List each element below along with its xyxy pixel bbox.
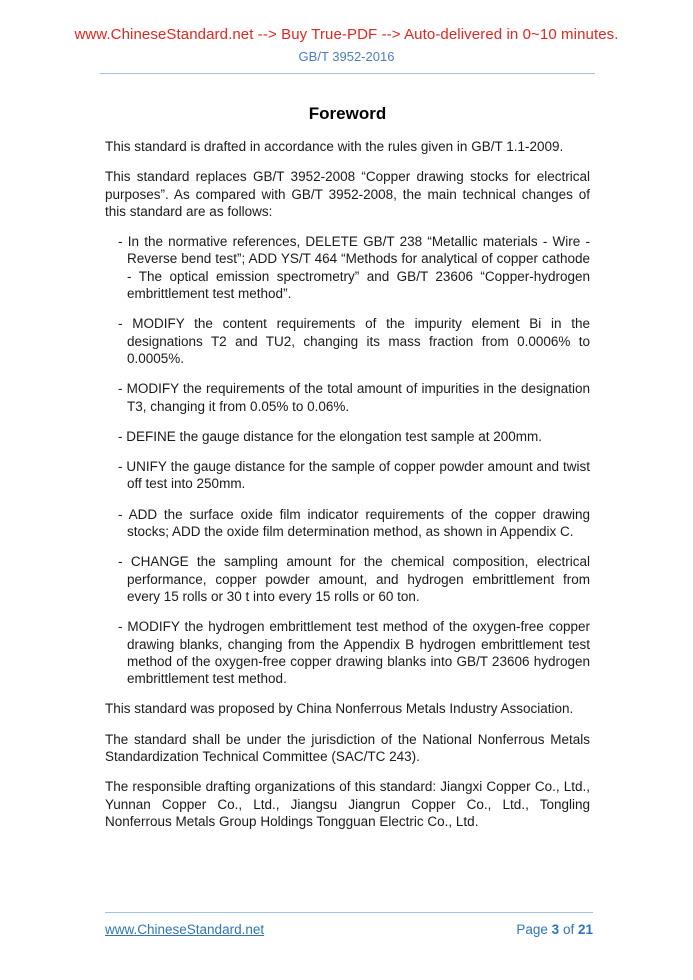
of-label: of: [562, 922, 575, 937]
change-item-bi-content: - MODIFY the content requirements of the impurity element Bi in the designations T2 and TU2, changing its mass fraction from 0.0006% to 0.0005%.: [118, 316, 590, 366]
change-item-sampling-amount: - CHANGE the sampling amount for the chemical composition, electrical performance, copper powder amount, and hydrogen embrittlement from every 15 rolls or 30 t into every 15 rolls or 60 ton.: [118, 554, 590, 604]
change-item-normative-references: - In the normative references, DELETE GB/T 238 “Metallic materials - Wire - Reverse bend test”; ADD YS/T 464 “Methods for analytical of copper cathode - The optical emission spectrometry” and GB/T 23606 “Copper-hydrogen embrittlement test method”.: [118, 234, 590, 302]
footer-site-link[interactable]: www.ChineseStandard.net: [105, 922, 265, 937]
change-item-hydrogen-embrittlement: - MODIFY the hydrogen embrittlement test method of the oxygen-free copper drawing blanks, changing from the Appendix B hydrogen embrittlement test method of the oxygen-free copper drawing blanks into GB/T 23606 hydrogen embrittlement test method.: [118, 619, 590, 687]
change-item-t3-impurities: - MODIFY the requirements of the total amount of impurities in the designation T3, changing it from 0.05% to 0.06%.: [118, 381, 590, 414]
change-item-twist-off-gauge: - UNIFY the gauge distance for the sample of copper powder amount and twist off test into 250mm.: [118, 459, 590, 492]
paragraph-jurisdiction: The standard shall be under the jurisdiction of the National Nonferrous Metals Standardization Technical Committee (SAC/TC 243).: [105, 731, 590, 765]
header-divider: [100, 73, 595, 74]
page-indicator: [516, 922, 593, 937]
change-item-elongation-gauge: - DEFINE the gauge distance for the elongation test sample at 200mm.: [118, 428, 542, 444]
current-page-number: 3: [551, 922, 560, 937]
paragraph-drafting-rules: This standard is drafted in accordance with the rules given in GB/T 1.1-2009.: [105, 139, 564, 154]
paragraph-replaces: This standard replaces GB/T 3952-2008 “Copper drawing stocks for electrical purposes”. As compared with GB/T 3952-2008, the main technical changes of this standard are as follows:: [105, 169, 590, 219]
change-item-oxide-film: - ADD the surface oxide film indicator requirements of the copper drawing stocks; ADD the oxide film determination method, as shown in Appendix C.: [118, 506, 590, 540]
section-title-foreword: Foreword: [308, 104, 387, 123]
paragraph-proposed-by: This standard was proposed by China Nonferrous Metals Industry Association.: [105, 701, 574, 717]
promo-banner: www.ChineseStandard.net --> Buy True-PDF --> Auto-delivered in 0~10 minutes.: [74, 26, 619, 43]
page-footer: [105, 912, 593, 937]
total-page-number: 21: [577, 922, 593, 937]
page-header: [0, 0, 693, 74]
standard-number: GB/T 3952-2016: [298, 49, 395, 64]
page-label: Page: [516, 922, 548, 937]
paragraph-drafting-organizations: The responsible drafting organizations of this standard: Jiangxi Copper Co., Ltd., Yunnan Copper Co., Ltd., Jiangsu Jiangrun Copper Co., Ltd., Tongling Nonferrous Metals Group Holdings Tongguan Electric Co., Ltd.: [105, 779, 590, 829]
document-body: [105, 105, 590, 830]
